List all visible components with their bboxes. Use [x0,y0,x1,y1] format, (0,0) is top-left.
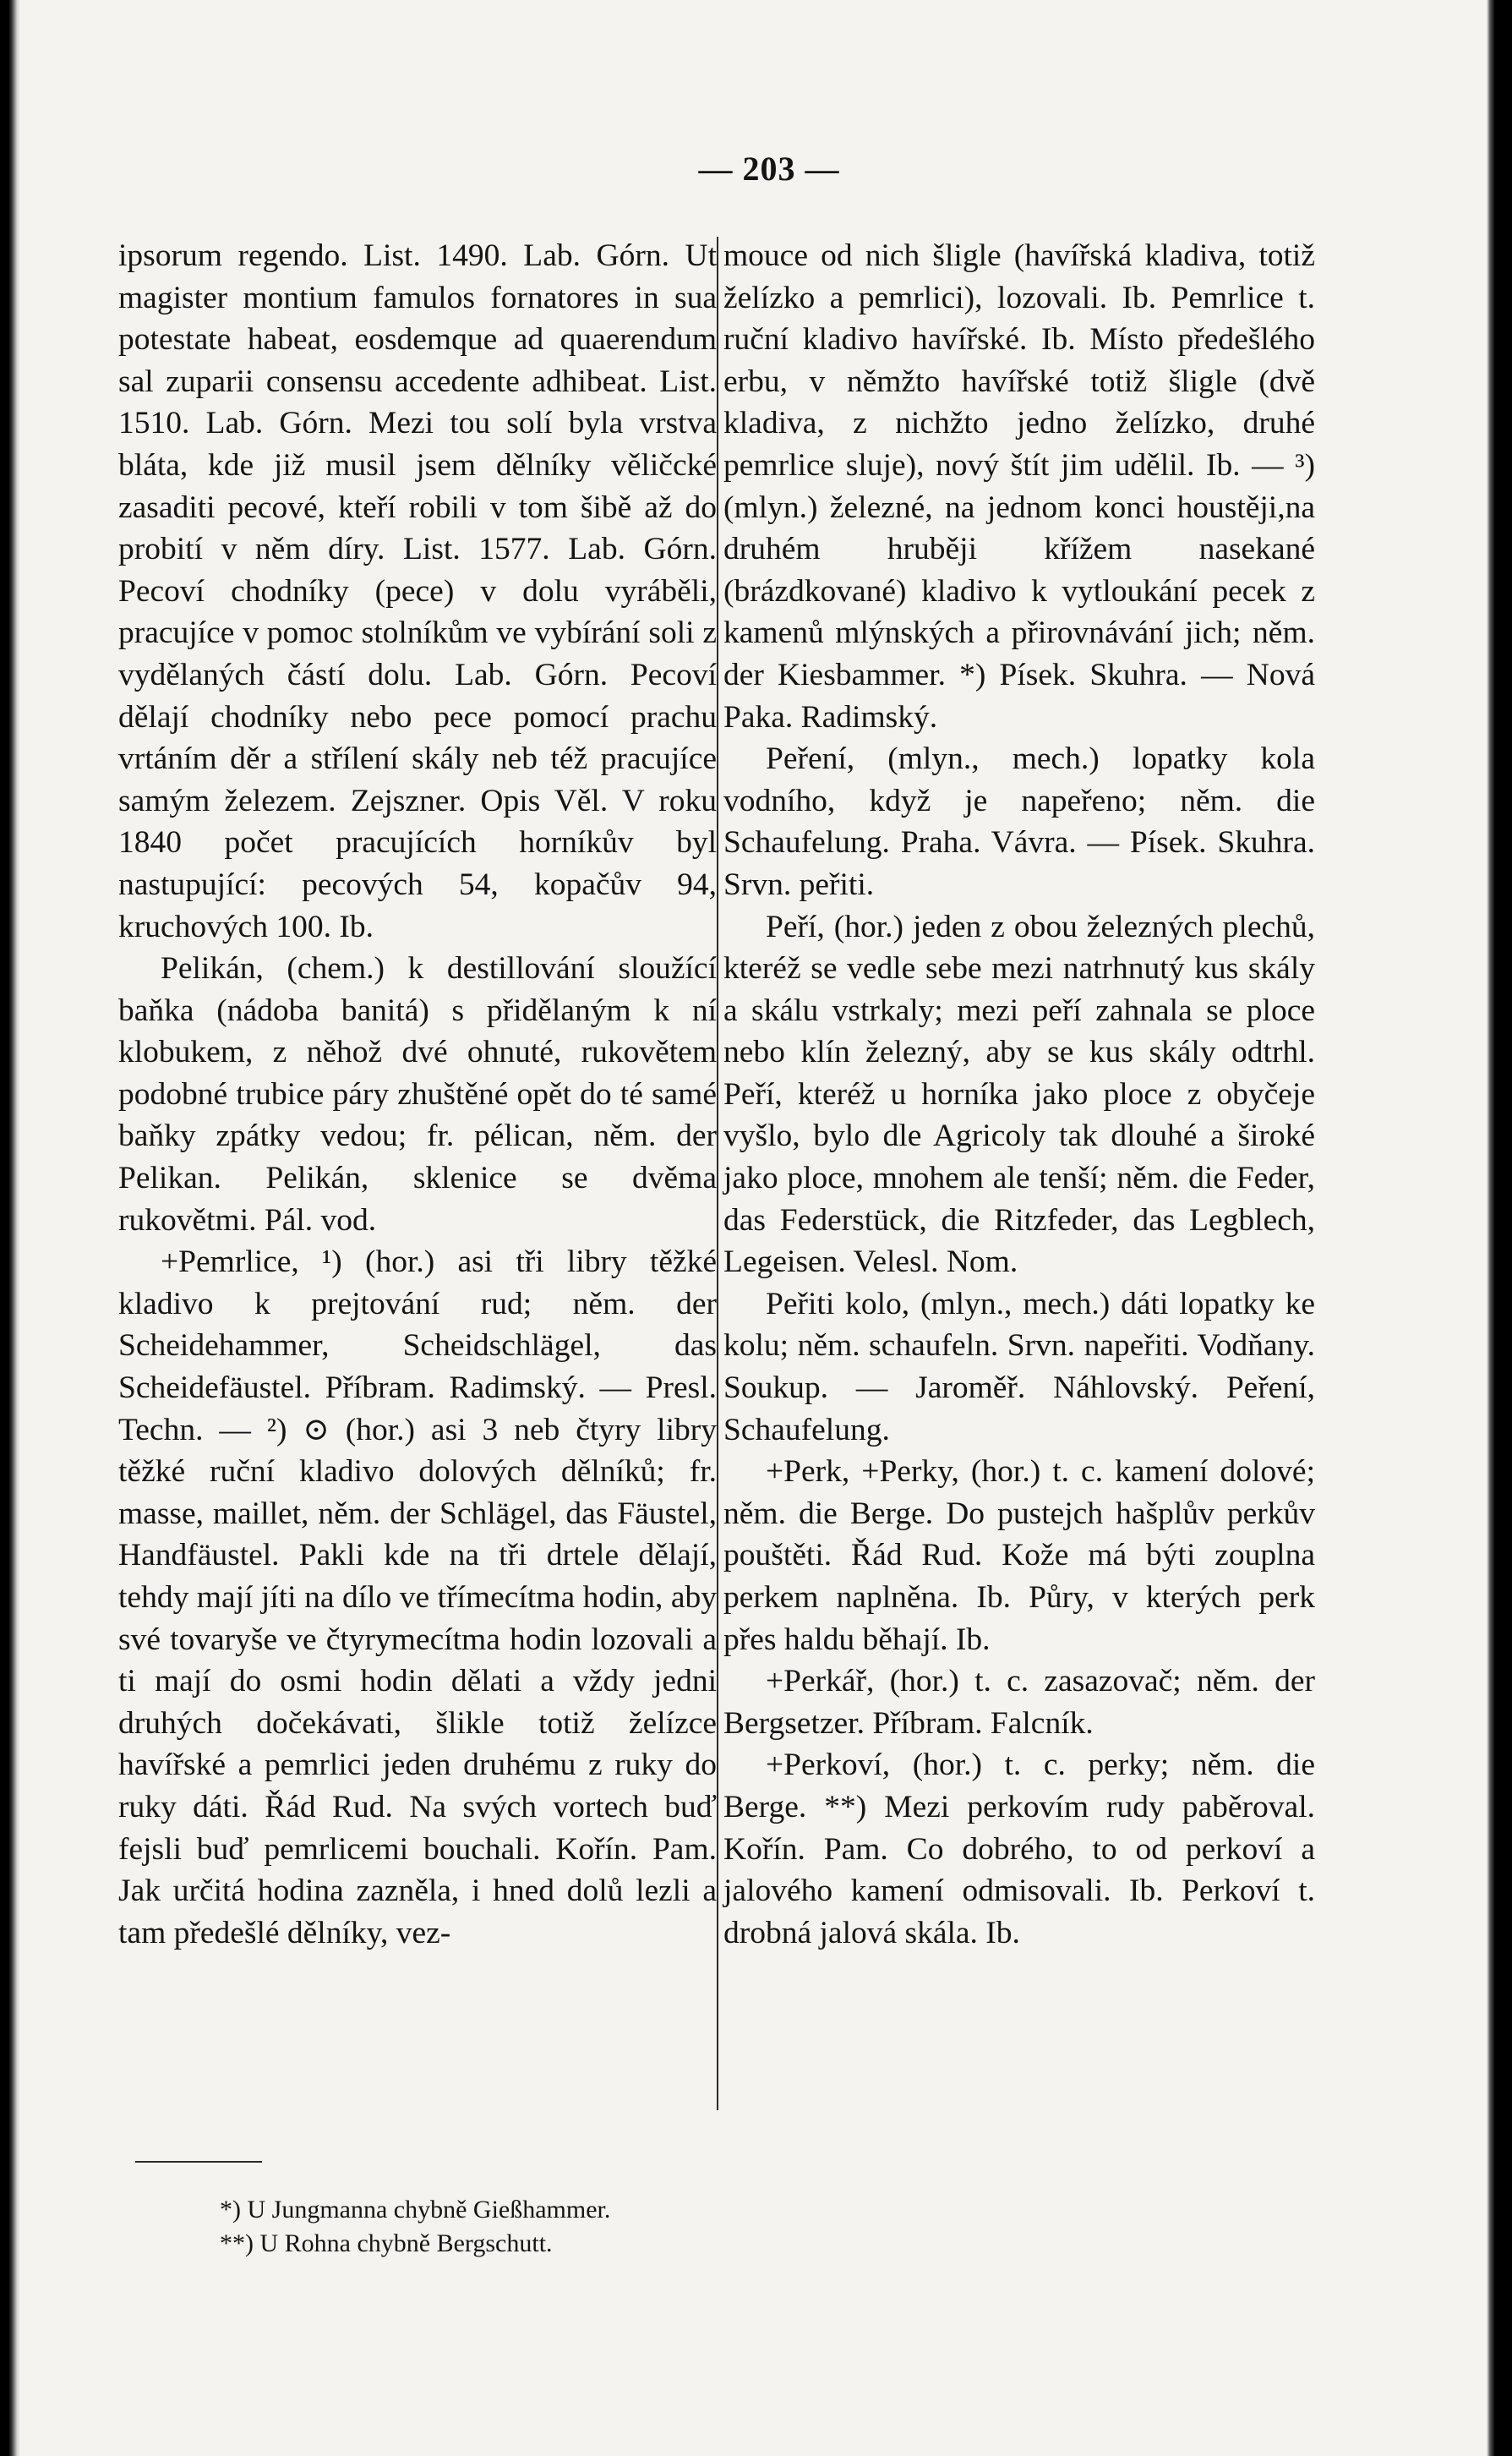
entry-pemrlice: +Pemrlice, ¹) (hor.) asi tři libry těžké kladivo k prejtování rud; něm. der Scheidehammer, Scheidschlägel, das Scheidefäustel. Příbram. Radimský. — Presl. Techn. — ²) ⊙ (hor.) asi 3 neb čtyry libry těžké ruční kladivo dolových dělníků; fr. masse, maillet, něm. der Schlägel, das Fäustel, Handfäustel. Pakli kde na tři drtele dělají, tehdy mají jíti na dílo ve třímecítma hodin, aby své tovaryše ve čtyrymecítma hodin lozovali a ti mají do osmi hodin dělati a vždy jedni druhých dočekávati, šlikle totiž želízce havířské a pemrlici jeden druhému z ruky do ruky dáti. Řád Rud. Na svých vortech buď fejsli buď pemrlicemi bouchali. Kořín. Pam. Jak určitá hodina zazněla, i hned dolů lezli a tam předešlé dělníky, vez- [118,1244,717,1950]
scan-edge-right [1487,0,1512,2456]
left-column [118,235,717,1954]
entry-pereni: Peření, (mlyn., mech.) lopatky kola vodního, když je napeřeno; něm. die Schaufelung. Praha. Vávra. — Písek. Skuhra. Srvn. peřiti. [723,741,1315,902]
right-column [723,235,1315,1954]
footnote-rule [135,2161,262,2163]
footnote-2: **) U Rohna chybně Bergschutt. [220,2229,553,2257]
scan-edge-left [0,0,20,2456]
entry-perk: +Perk, +Perky, (hor.) t. c. kamení dolové; něm. die Berge. Do pustejch hašplův perkův pouštěti. Řád Rud. Kože má býti zouplna perkem naplněna. Ib. Půry, v kterých perk přes haldu běhají. Ib. [723,1454,1315,1657]
entry-pelikan: Pelikán, (chem.) k destillování sloužící baňka (nádoba banitá) s přidělaným k ní klobukem, z něhož dvé ohnuté, rukovětem podobné trubice páry zhuštěné opět do té samé baňky zpátky vedou; fr. pélican, něm. der Pelikan. Pelikán, sklenice se dvěma rukovětmi. Pál. vod. [118,951,717,1238]
entry-perkar: +Perkář, (hor.) t. c. zasazovač; něm. der Bergsetzer. Příbram. Falcník. [723,1664,1315,1741]
column-divider [717,237,718,2110]
entry-perkovi: +Perkoví, (hor.) t. c. perky; něm. die Berge. **) Mezi perkovím rudy paběroval. Kořín. Pam. Co dobrého, to od perkoví a jalového kamení odmisovali. Ib. Perkoví t. drobná jalová skála. Ib. [723,1748,1315,1950]
page-number: — 203 — [698,150,840,188]
entry-peri: Peří, (hor.) jeden z obou železných plechů, kteréž se vedle sebe mezi natrhnutý kus skály a skálu vstrkaly; mezi peří zahnala se ploce nebo klín železný, aby se kus skály odtrhl. Peří, kteréž u horníka jako ploce z obyčeje vyšlo, bylo dle Agricoly tak dlouhé a široké jako ploce, mnohem ale tenší; něm. die Feder, das Federstück, die Ritzfeder, das Legblech, Legeisen. Velesl. Nom. [723,909,1315,1280]
footnotes [220,2193,862,2261]
entry-periti-kolo: Peřiti kolo, (mlyn., mech.) dáti lopatky ke kolu; něm. schaufeln. Srvn. napeřiti. Vodňany. Soukup. — Jaroměř. Náhlovský. Peření, Schaufelung. [723,1286,1315,1447]
entry-pecovi-text: ipsorum regendo. List. 1490. Lab. Górn. Ut magister montium famulos fornatores in sua potestate habeat, eosdemque ad quaerendum sal zuparii consensu accedente adhibeat. List. 1510. Lab. Górn. Mezi tou solí byla vrstva bláta, kde již musil jsem dělníky věličcké zasaditi pecové, kteří robili v tom šibě až do probití v něm díry. List. 1577. Lab. Górn. Pecoví chodníky (pece) v dolu vyráběli, pracujíce v pomoc stolníkům ve vybírání soli z vydělaných částí dolu. Lab. Górn. Pecoví dělají chodníky nebo pece pomocí prachu vrtáním děr a střílení skály neb též pracujíce samým železem. Zejszner. Opis Věl. V roku 1840 počet pracujících horníkův byl nastupující: pecových 54, kopačův 94, kruchových 100. Ib. [118,238,717,944]
entry-pemrlice-continued: mouce od nich šligle (havířská kladiva, totiž želízko a pemrlici), lozovali. Ib. Pemrlice t. ruční kladivo havířské. Ib. Místo předešlého erbu, v němžto havířské totiž šligle (dvě kladiva, z nichžto jedno želízko, druhé pemrlice sluje), nový štít jim udělil. Ib. — ³) (mlyn.) železné, na jednom konci houstěji,na druhém hruběji křížem nasekané (brázdkované) kladivo k vytloukání pecek z kamenů mlýnských a přirovnávání jich; něm. der Kiesbammer. *) Písek. Skuhra. — Nová Paka. Radimský. [723,238,1315,735]
footnote-1: *) U Jungmanna chybně Gießhammer. [220,2196,611,2224]
